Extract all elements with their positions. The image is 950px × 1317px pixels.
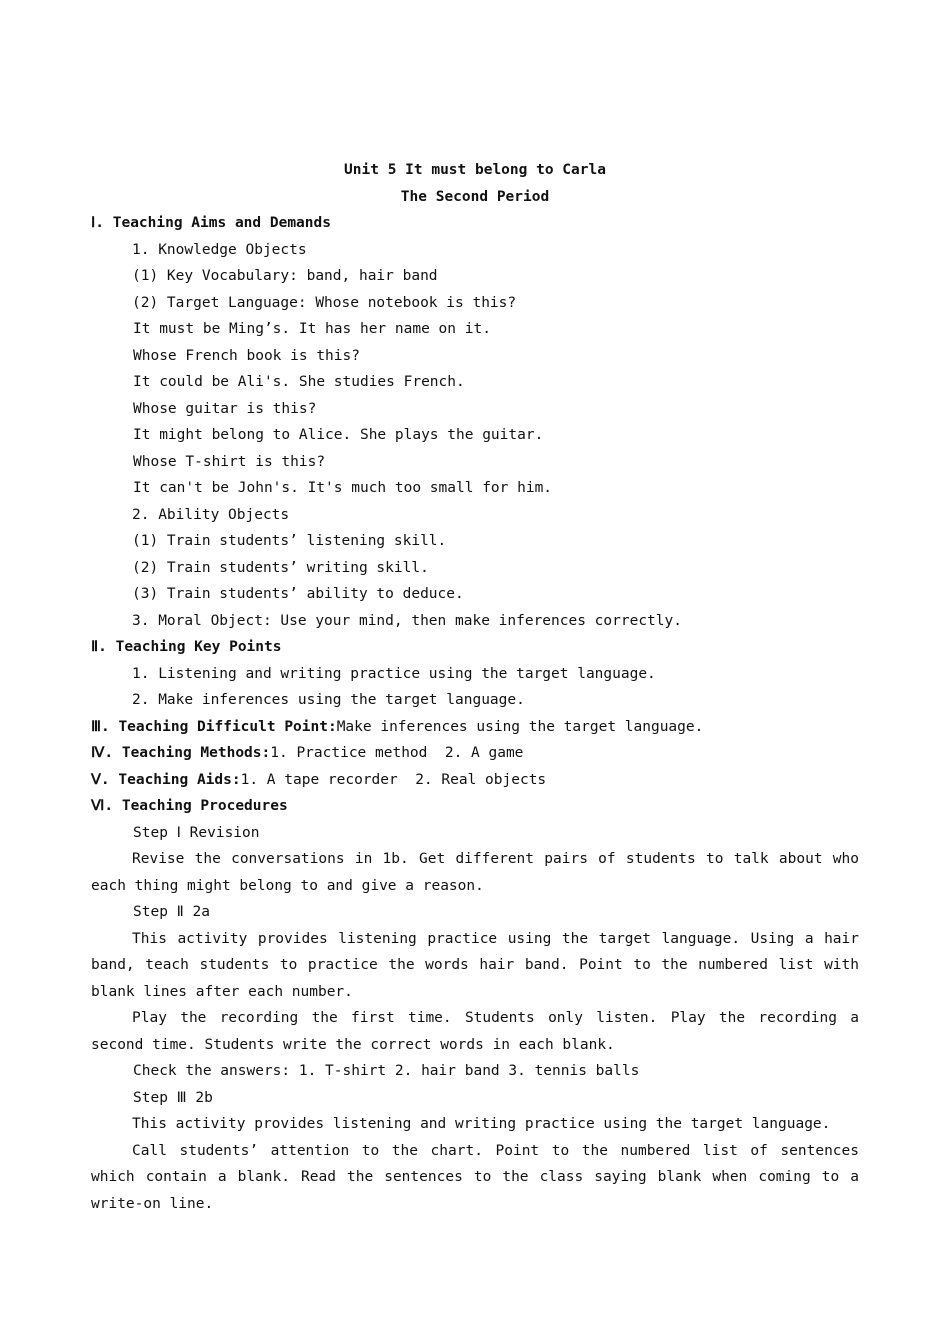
step-1-paragraph: Revise the conversations in 1b. Get different pairs of students to talk about who each thing might belong to and give a reason. — [91, 851, 859, 894]
key-point-line: 2. Make inferences using the target language. — [132, 692, 525, 708]
aims-line-ability-item: (3) Train students’ ability to deduce. — [132, 586, 464, 602]
section-heading-methods: Ⅳ. Teaching Methods: — [91, 745, 271, 761]
step-3-title: Step Ⅲ 2b — [133, 1089, 213, 1106]
difficult-point-text: Make inferences using the target language. — [336, 718, 704, 735]
section-aids — [91, 767, 859, 794]
aims-line-example: It could be Ali's. She studies French. — [133, 374, 465, 390]
section-methods — [91, 740, 859, 767]
section-heading-aims: Ⅰ. Teaching Aims and Demands — [91, 215, 331, 231]
aims-line-knowledge: 1. Knowledge Objects — [132, 241, 307, 258]
aims-line-example: It can't be John's. It's much too small for him. — [133, 480, 553, 496]
aims-line-target-language: (2) Target Language: Whose notebook is this? — [132, 294, 517, 311]
step-2-paragraph: Play the recording the first time. Students only listen. Play the recording a second time. Students write the correct words in each blank. — [91, 1010, 859, 1053]
section-difficult-point — [91, 714, 859, 741]
aims-line-example: Whose guitar is this? — [133, 400, 317, 417]
methods-text: 1. Practice method 2. A game — [270, 745, 524, 761]
aids-text: 1. A tape recorder 2. Real objects — [240, 771, 547, 788]
section-heading-procedures: Ⅵ. Teaching Procedures — [91, 798, 288, 814]
key-point-line: 1. Listening and writing practice using the target language. — [132, 665, 656, 682]
aims-line-example: It must be Ming’s. It has her name on it. — [133, 321, 491, 337]
step-2-paragraph: This activity provides listening practice using the target language. Using a hair band, teach students to practice the words hair band. Point to the numbered list with blank lines after each number. — [91, 930, 859, 1000]
document-title: Unit 5 It must belong to Carla — [344, 162, 606, 178]
section-heading-difficult-point: Ⅲ. Teaching Difficult Point: — [91, 718, 337, 735]
aims-line-ability-item: (1) Train students’ listening skill. — [132, 533, 447, 549]
aims-line-ability-item: (2) Train students’ writing skill. — [132, 559, 429, 576]
document-page — [91, 157, 859, 1217]
aims-line-vocabulary: (1) Key Vocabulary: band, hair band — [132, 268, 438, 284]
section-heading-key-points: Ⅱ. Teaching Key Points — [91, 639, 282, 655]
step-2-answers: Check the answers: 1. T-shirt 2. hair band 3. tennis balls — [133, 1063, 640, 1079]
aims-line-ability: 2. Ability Objects — [132, 506, 290, 523]
section-heading-aids: Ⅴ. Teaching Aids: — [91, 771, 241, 788]
document-subtitle: The Second Period — [400, 188, 550, 205]
step-3-paragraph: This activity provides listening and writing practice using the target language. — [132, 1116, 831, 1132]
step-1-title: Step Ⅰ Revision — [133, 824, 260, 841]
aims-line-example: It might belong to Alice. She plays the guitar. — [133, 427, 544, 443]
step-3-paragraph: Call students’ attention to the chart. Point to the numbered list of sentences which contain a blank. Read the sentences to the class saying blank when coming to a write-on line. — [91, 1142, 859, 1212]
aims-line-example: Whose T-shirt is this? — [133, 453, 326, 470]
aims-line-moral: 3. Moral Object: Use your mind, then make inferences correctly. — [132, 612, 682, 629]
aims-line-example: Whose French book is this? — [133, 347, 360, 364]
step-2-title: Step Ⅱ 2a — [133, 904, 210, 920]
